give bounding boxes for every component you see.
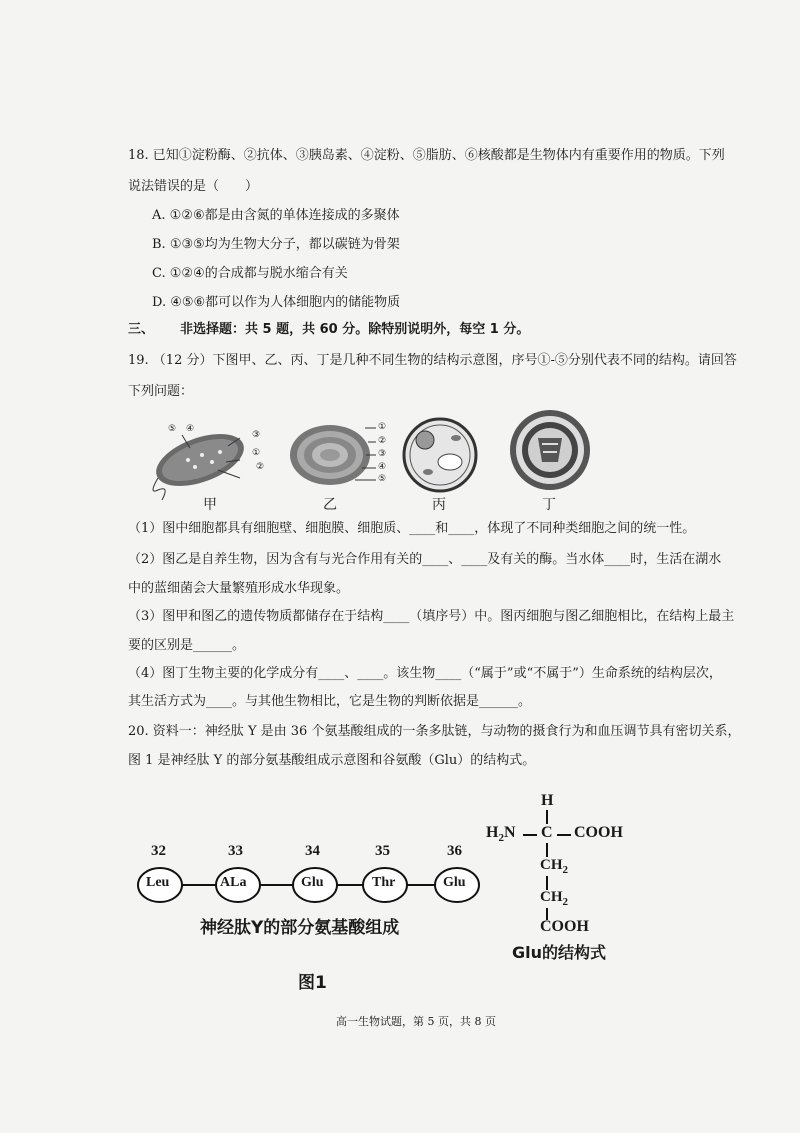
q19-stem-line2: 下列问题： bbox=[128, 384, 194, 399]
formula-top-h: H bbox=[541, 792, 554, 809]
formula-ch2-b: $CH_2$ bbox=[540, 889, 568, 908]
q18-option-d: D. ④⑤⑥都可以作为人体细胞内的储能物质 bbox=[152, 295, 401, 310]
bond-ch2-ch2 bbox=[546, 876, 548, 890]
residue-name-glu-36: Glu bbox=[443, 875, 466, 890]
bacterium-figure bbox=[149, 424, 251, 500]
residue-pos-32: 32 bbox=[151, 843, 166, 859]
formula-h2n: $H_2N$ bbox=[486, 824, 516, 845]
jia-callout-4: ④ bbox=[186, 424, 195, 434]
q19-sub4-line2: 其生活方式为____。与其他生物相比，它是生物的判断依据是______。 bbox=[128, 694, 532, 709]
q19-sub2-line2: 中的蓝细菌会大量繁殖形成水华现象。 bbox=[128, 581, 350, 596]
q19-sub3-line2: 要的区别是______。 bbox=[128, 638, 246, 653]
residue-name-ala: ALa bbox=[220, 875, 247, 890]
residue-name-leu: Leu bbox=[146, 875, 170, 890]
q20-line1: 20. 资料一：神经肽 Y 是由 36 个氨基酸组成的一条多肽链，与动物的摄食行为和血压调节具有密切关系， bbox=[128, 724, 741, 739]
residue-name-glu-34: Glu bbox=[301, 875, 324, 890]
q20-line2: 图 1 是神经肽 Y 的部分氨基酸组成示意图和谷氨酸（Glu）的结构式。 bbox=[128, 753, 536, 768]
q19-sub4-line1: （4）图丁生物主要的化学成分有____、____。该生物____（“属于”或“不属于”）生命系统的结构层次， bbox=[128, 666, 722, 681]
cyanobacterium-figure bbox=[290, 425, 376, 485]
bond-left bbox=[523, 834, 537, 836]
yi-callout-5: ⑤ bbox=[378, 474, 387, 484]
bond-c-ch2 bbox=[546, 843, 548, 857]
section-title: 非选择题：共 5 题，共 60 分。除特别说明外，每空 1 分。 bbox=[180, 322, 530, 337]
virus-figure bbox=[510, 410, 590, 490]
yi-callout-4: ④ bbox=[378, 462, 387, 472]
yi-callout-1: ① bbox=[378, 422, 387, 432]
q18-option-c: C. ①②④的合成都与脱水缩合有关 bbox=[152, 266, 348, 281]
residue-pos-36: 36 bbox=[447, 843, 462, 859]
jia-callout-3: ③ bbox=[252, 430, 261, 440]
jia-callout-2: ② bbox=[256, 462, 265, 472]
jia-callout-5: ⑤ bbox=[168, 424, 177, 434]
q19-sub1: （1）图中细胞都具有细胞壁、细胞膜、细胞质、____和____，体现了不同种类细胞之间的统一性。 bbox=[128, 521, 696, 536]
q18-option-a: A. ①②⑥都是由含氮的单体连接成的多聚体 bbox=[152, 208, 400, 223]
formula-cooh-bottom: COOH bbox=[540, 918, 589, 935]
page-footer: 高一生物试题，第 5 页，共 8 页 bbox=[336, 1015, 496, 1028]
label-jia: 甲 bbox=[203, 497, 217, 513]
plant-cell-figure bbox=[404, 419, 476, 491]
residue-pos-35: 35 bbox=[375, 843, 390, 859]
q18-option-b: B. ①③⑤均为生物大分子，都以碳链为骨架 bbox=[152, 237, 400, 252]
residue-name-thr: Thr bbox=[372, 875, 396, 890]
section-number: 三、 bbox=[128, 322, 155, 337]
formula-c: C bbox=[541, 824, 553, 841]
yi-callout-2: ② bbox=[378, 436, 387, 446]
q18-stem-line1: 18. 已知①淀粉酶、②抗体、③胰岛素、④淀粉、⑤脂肪、⑥核酸都是生物体内有重要作用的物质。下列 bbox=[128, 148, 725, 163]
label-ding: 丁 bbox=[542, 497, 556, 513]
formula-cooh-top: COOH bbox=[574, 824, 623, 841]
q19-sub2-line1: （2）图乙是自养生物，因为含有与光合作用有关的____、____及有关的酶。当水体____时，生活在湖水 bbox=[128, 552, 722, 567]
formula-caption: Glu的结构式 bbox=[512, 943, 607, 962]
yi-callout-3: ③ bbox=[378, 449, 387, 459]
q19-sub3-line1: （3）图甲和图乙的遗传物质都储存在于结构____（填序号）中。图丙细胞与图乙细胞相比，在结构上最主 bbox=[128, 609, 735, 624]
q19-stem-line1: 19. （12 分）下图甲、乙、丙、丁是几种不同生物的结构示意图，序号①-⑤分别代表不同的结构。请回答 bbox=[128, 353, 737, 368]
bond-right bbox=[557, 834, 571, 836]
jia-callout-1: ① bbox=[252, 448, 261, 458]
figure-caption: 图1 bbox=[298, 973, 327, 993]
residue-pos-34: 34 bbox=[305, 843, 320, 859]
chain-caption: 神经肽Y的部分氨基酸组成 bbox=[200, 918, 400, 938]
q18-stem-line2: 说法错误的是（ ） bbox=[128, 179, 259, 194]
label-yi: 乙 bbox=[323, 497, 337, 513]
formula-ch2-a: $CH_2$ bbox=[540, 857, 568, 876]
label-bing: 丙 bbox=[432, 497, 446, 513]
bond-top bbox=[546, 810, 548, 824]
residue-pos-33: 33 bbox=[228, 843, 243, 859]
